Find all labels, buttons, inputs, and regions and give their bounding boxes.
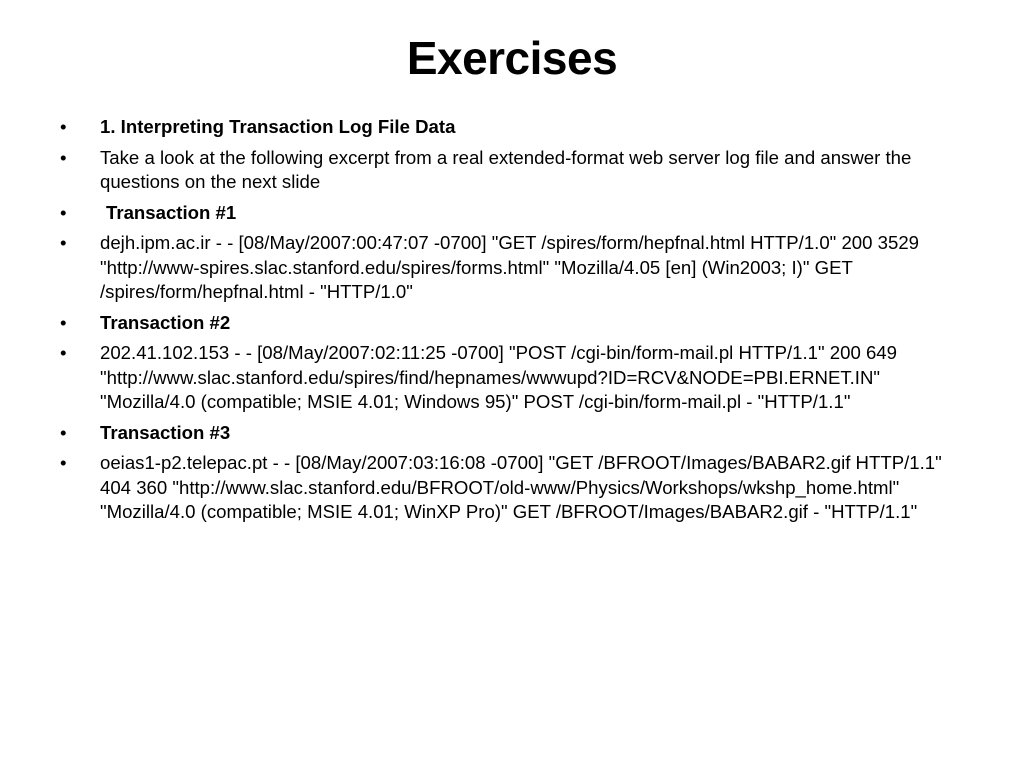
bullet-icon: • [60,421,67,443]
bullet-icon: • [60,452,67,473]
transaction-2-log-entry: 202.41.102.153 - - [08/May/2007:02:11:25 -0700] "POST /cgi-bin/form-mail.pl HTTP/1.1" 200 649 "http://www.slac.stanford.edu/spires/find/hepnames/wwwupd?ID=RCV&NODE=PBI.ERNET.IN" "Mozilla/4.0 (compatible; MSIE 4.01; Windows 95)" POST /cgi-bin/form-mail.pl - "HTTP/1.1" [100,342,897,412]
bullet-item-transaction-2-log [60,341,965,415]
bullet-icon: • [60,146,67,168]
instructions-text: Take a look at the following excerpt from a real extended-format web server log file and answer the questions on the next slide [100,146,912,192]
transaction-3-heading: Transaction #3 [100,421,231,443]
transaction-1-heading: Transaction #1 [106,201,237,223]
bullet-item-transaction-1-heading [60,201,965,226]
exercise-heading: 1. Interpreting Transaction Log File Data [100,116,456,137]
bullet-item-transaction-3-heading [60,421,965,446]
bullet-icon: • [60,201,67,223]
bullet-item-transaction-2-heading [60,311,965,336]
bullet-icon: • [60,311,67,333]
bullet-item-exercise-heading [60,115,965,140]
bullet-item-transaction-1-log [60,231,965,305]
transaction-1-log-entry: dejh.ipm.ac.ir - - [08/May/2007:00:47:07 -0700] "GET /spires/form/hepfnal.html HTTP/1.0" 200 3529 "http://www-spires.slac.stanford.edu/spires/forms.html" "Mozilla/4.05 [en] (Win2003; I)" GET /spires/form/hepfnal.html - "HTTP/1.0" [100,232,919,302]
bullet-item-transaction-3-log [60,451,965,525]
transaction-2-heading: Transaction #2 [100,311,231,333]
bullet-icon: • [60,342,67,363]
bullet-icon: • [60,116,67,137]
transaction-3-log-entry: oeias1-p2.telepac.pt - - [08/May/2007:03:16:08 -0700] "GET /BFROOT/Images/BABAR2.gif HTTP/1.1" 404 360 "http://www.slac.stanford.edu/BFROOT/old-www/Physics/Workshops/wkshp_home.html" "Mozilla/4.0 (compatible; MSIE 4.01; WinXP Pro)" GET /BFROOT/Images/BABAR2.gif - "HTTP/1.1" [100,452,942,522]
bullet-list [60,115,965,531]
slide-title: Exercises [406,32,618,84]
bullet-item-instructions [60,146,965,195]
bullet-icon: • [60,232,67,253]
